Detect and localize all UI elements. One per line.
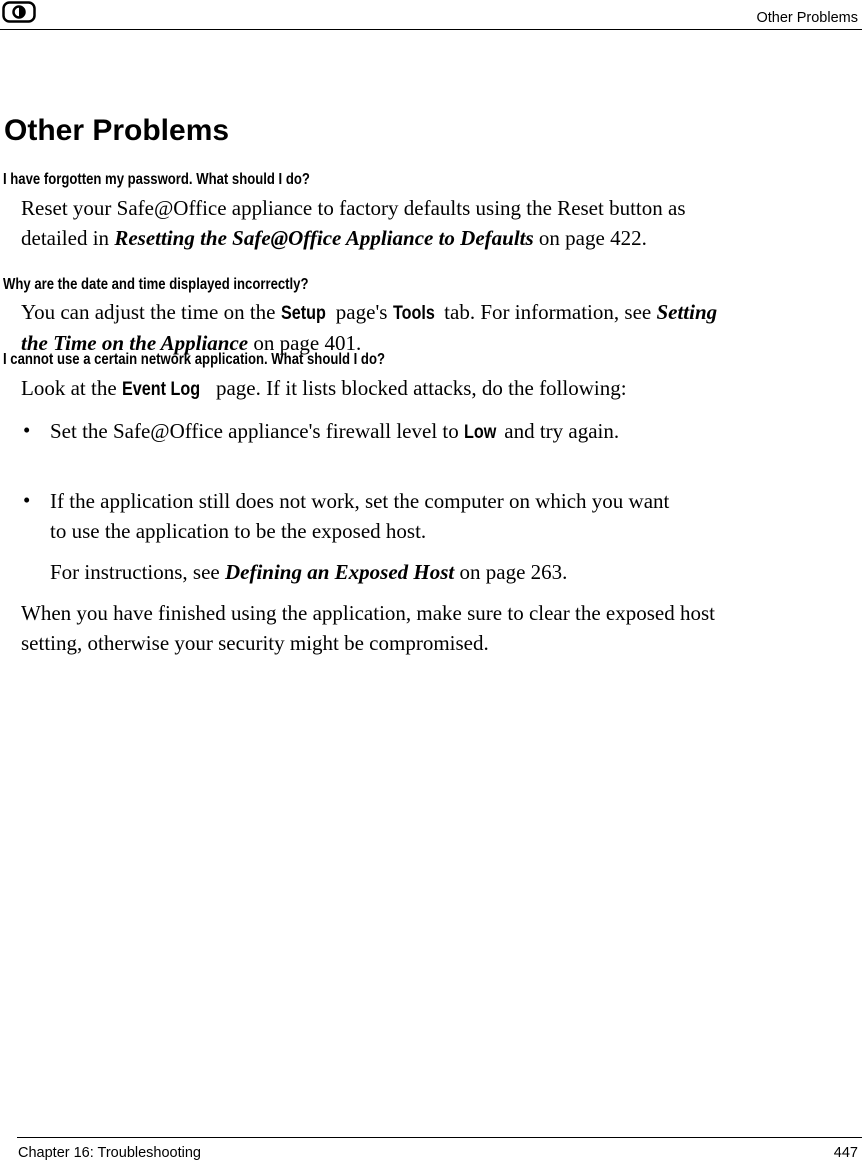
header-divider (0, 29, 862, 30)
bullet-marker: • (23, 418, 31, 442)
instructions-paragraph (50, 558, 850, 588)
bullet-marker: • (23, 488, 31, 512)
answer-text: page's (330, 300, 393, 324)
bullet-text: Set the Safe@Office appliance's firewall level to (50, 419, 464, 443)
faq-answer-network-app (21, 374, 856, 405)
bullet-text: and try again. (499, 419, 620, 443)
link-setting-time-cont[interactable]: the Time on the Appliance (21, 330, 249, 355)
faq-question-date-time: Why are the date and time displayed incorrectly? (3, 276, 309, 293)
ui-term-tools: Tools (392, 303, 435, 324)
link-resetting-appliance[interactable]: Resetting the Safe@Office Appliance to Defaults (114, 225, 534, 250)
bullet-text: If the application still does not work, set the computer on which you want (50, 489, 670, 513)
answer-text: on page 401. (248, 330, 362, 355)
answer-text: You can adjust the time on the (21, 300, 281, 324)
faq-answer-forgotten-password (21, 194, 856, 253)
safe-office-logo-icon (2, 1, 36, 23)
bullet-item-exposed-host (50, 487, 850, 546)
footer-divider (17, 1137, 862, 1138)
footer-page-number: 447 (833, 1145, 858, 1161)
instructions-text: For instructions, see (50, 560, 225, 584)
bullet-text: to use the application to be the exposed host. (50, 518, 427, 543)
ui-term-setup: Setup (280, 303, 326, 324)
footer-chapter: Chapter 16: Troubleshooting (18, 1145, 201, 1161)
closing-text: setting, otherwise your security might be compromised. (21, 630, 489, 655)
running-header-title: Other Problems (756, 10, 858, 26)
answer-text: detailed in (21, 225, 115, 250)
bullet-item-firewall-level (50, 417, 850, 448)
instructions-text: on page 263. (454, 560, 568, 584)
ui-term-low: Low (464, 422, 497, 443)
faq-answer-date-time (21, 298, 856, 358)
link-defining-exposed-host[interactable]: Defining an Exposed Host (224, 560, 455, 584)
answer-text: page. If it lists blocked attacks, do the following: (210, 376, 627, 400)
answer-text: on page 422. (533, 225, 647, 250)
closing-text: When you have finished using the application, make sure to clear the exposed host (21, 601, 715, 625)
link-setting-time[interactable]: Setting (656, 300, 718, 324)
answer-text: Reset your Safe@Office appliance to factory defaults using the Reset button as (21, 196, 686, 220)
faq-question-forgotten-password: I have forgotten my password. What should I do? (3, 171, 310, 188)
answer-text: tab. For information, see (438, 300, 657, 324)
closing-paragraph (21, 599, 856, 658)
faq-question-network-app: I cannot use a certain network application. What should I do? (3, 351, 385, 368)
page-title: Other Problems (4, 114, 230, 147)
ui-term-event-log: Event Log (121, 379, 200, 400)
answer-text: Look at the (21, 376, 122, 400)
